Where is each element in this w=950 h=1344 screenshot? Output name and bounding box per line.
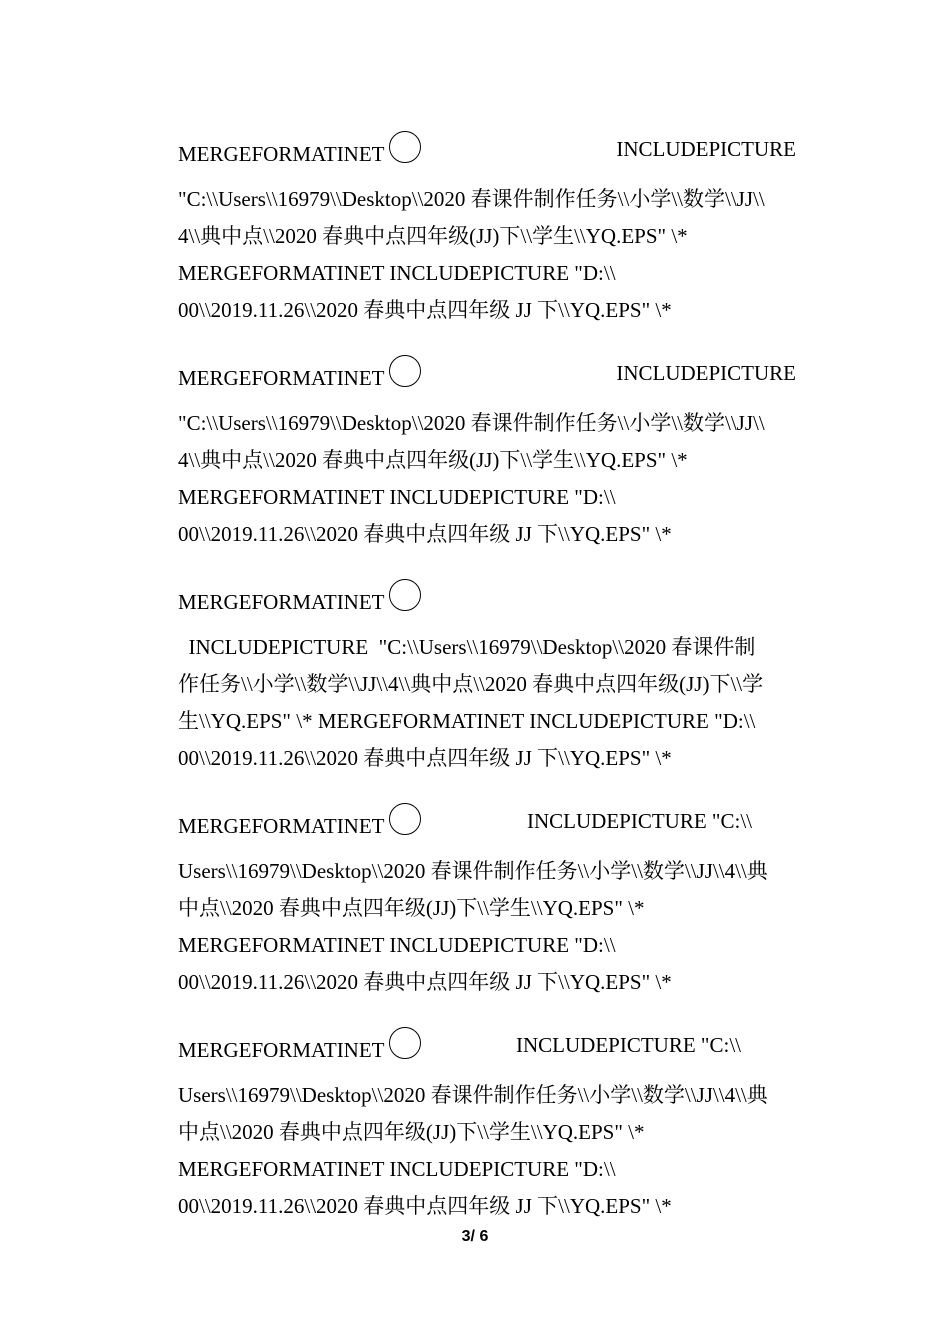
field-code-head-line xyxy=(178,1027,808,1064)
field-code-line: MERGEFORMATINET INCLUDEPICTURE "D:\\ xyxy=(178,1157,616,1181)
field-code-line: 4\\典中点\\2020 春典中点四年级(JJ)下\\学生\\YQ.EPS" \* xyxy=(178,448,688,472)
field-code-line: 中点\\2020 春典中点四年级(JJ)下\\学生\\YQ.EPS" \* xyxy=(178,896,645,920)
field-code-line: 00\\2019.11.26\\2020 春典中点四年级 JJ 下\\YQ.EPS" \* xyxy=(178,970,672,994)
field-code-head-line xyxy=(178,579,808,616)
field-code-line: 生\\YQ.EPS" \* MERGEFORMATINET INCLUDEPICTURE "D:\\ xyxy=(178,709,756,733)
field-code-text: MERGEFORMATINET xyxy=(178,590,385,614)
field-code-text: INCLUDEPICTURE "C:\\ xyxy=(516,1033,741,1057)
field-code-text: MERGEFORMATINET xyxy=(178,366,385,390)
field-code-line: "C:\\Users\\16979\\Desktop\\2020 春课件制作任务\\小学\\数学\\JJ\\ xyxy=(178,411,765,435)
field-code-text: MERGEFORMATINET xyxy=(178,142,385,166)
field-code-line: Users\\16979\\Desktop\\2020 春课件制作任务\\小学\\数学\\JJ\\4\\典 xyxy=(178,859,768,883)
field-code-line: MERGEFORMATINET INCLUDEPICTURE "D:\\ xyxy=(178,261,616,285)
field-code-line: MERGEFORMATINET INCLUDEPICTURE "D:\\ xyxy=(178,933,616,957)
field-code-head-line xyxy=(178,803,808,840)
field-code-line: INCLUDEPICTURE "C:\\Users\\16979\\Desktop\\2020 春课件制 xyxy=(178,635,756,659)
field-code-line: "C:\\Users\\16979\\Desktop\\2020 春课件制作任务\\小学\\数学\\JJ\\ xyxy=(178,187,765,211)
circle-icon xyxy=(389,131,421,163)
field-code-text: INCLUDEPICTURE xyxy=(616,361,796,385)
circle-icon xyxy=(389,803,421,835)
field-code-line: 00\\2019.11.26\\2020 春典中点四年级 JJ 下\\YQ.EPS" \* xyxy=(178,746,672,770)
field-code-line: 00\\2019.11.26\\2020 春典中点四年级 JJ 下\\YQ.EPS" \* xyxy=(178,1194,672,1218)
field-code-line: 00\\2019.11.26\\2020 春典中点四年级 JJ 下\\YQ.EPS" \* xyxy=(178,298,672,322)
field-code-text: MERGEFORMATINET xyxy=(178,814,385,838)
circle-icon xyxy=(389,355,421,387)
circle-icon xyxy=(389,1027,421,1059)
field-code-head-line xyxy=(178,131,808,168)
field-code-head-line xyxy=(178,355,808,392)
field-code-text: INCLUDEPICTURE "C:\\ xyxy=(527,809,752,833)
circle-icon xyxy=(389,579,421,611)
field-code-line: 作任务\\小学\\数学\\JJ\\4\\典中点\\2020 春典中点四年级(JJ)下\\学 xyxy=(178,672,764,696)
field-code-text: INCLUDEPICTURE xyxy=(616,137,796,161)
page-number: 3/ 6 xyxy=(461,1228,489,1245)
field-code-line: MERGEFORMATINET INCLUDEPICTURE "D:\\ xyxy=(178,485,616,509)
field-code-text: MERGEFORMATINET xyxy=(178,1038,385,1062)
field-code-line: Users\\16979\\Desktop\\2020 春课件制作任务\\小学\\数学\\JJ\\4\\典 xyxy=(178,1083,768,1107)
field-code-line: 中点\\2020 春典中点四年级(JJ)下\\学生\\YQ.EPS" \* xyxy=(178,1120,645,1144)
field-code-line: 00\\2019.11.26\\2020 春典中点四年级 JJ 下\\YQ.EPS" \* xyxy=(178,522,672,546)
field-code-line: 4\\典中点\\2020 春典中点四年级(JJ)下\\学生\\YQ.EPS" \* xyxy=(178,224,688,248)
